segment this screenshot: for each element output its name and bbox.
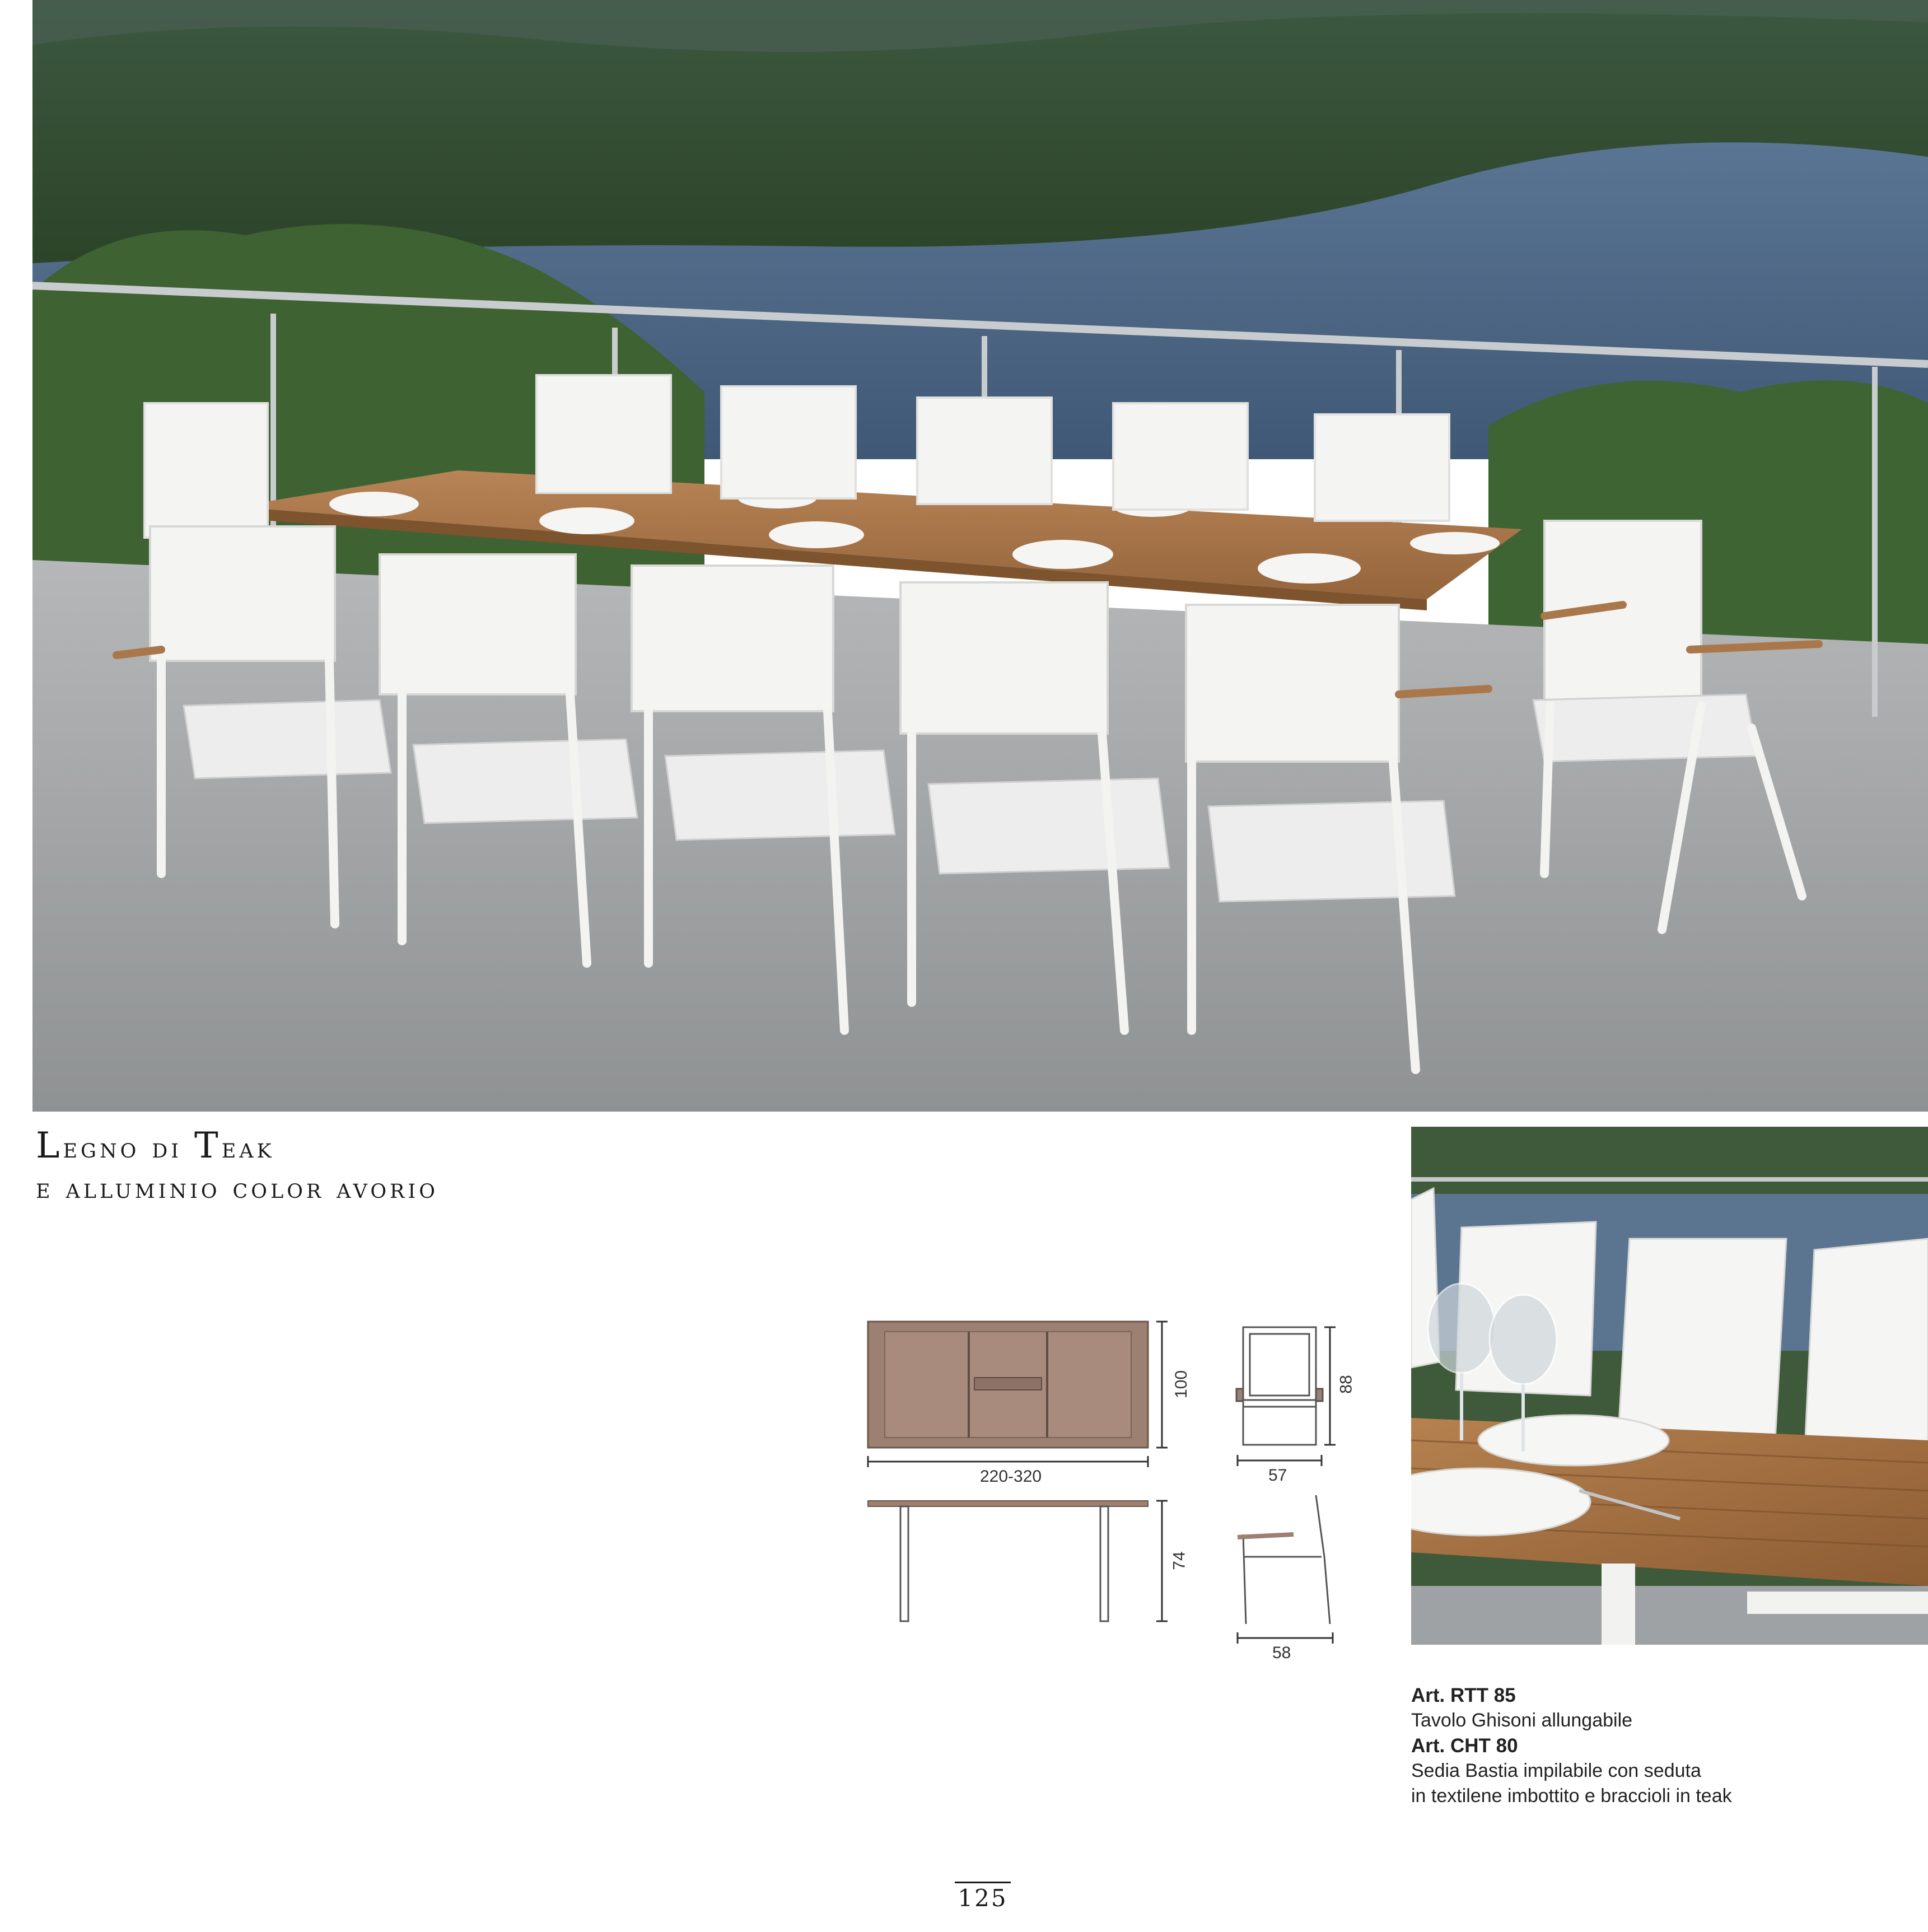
article-desc-chair-1: Sedia Bastia impilabile con seduta: [1411, 1760, 1701, 1781]
hero-photo: [32, 0, 1928, 1112]
chair-width-label: 57: [1268, 1466, 1287, 1485]
article-code-chair: Art. CHT 80: [1411, 1735, 1518, 1757]
heading-text-a: egno di: [63, 1132, 195, 1164]
table-top-view: [868, 1322, 1148, 1448]
heading-cap-l: L: [36, 1125, 63, 1166]
table-height-label: 74: [1170, 1551, 1189, 1570]
detail-photo: [1411, 1127, 1928, 1645]
table-side-view: [868, 1501, 1148, 1621]
chair-side-view: [1238, 1495, 1330, 1624]
article-desc-table: Tavolo Ghisoni allungabile: [1411, 1710, 1633, 1731]
article-code-table: Art. RTT 85: [1411, 1684, 1516, 1706]
article-desc-chair-2: in textilene imbottito e braccioli in teak: [1411, 1785, 1732, 1807]
chair-depth-label: 58: [1272, 1644, 1291, 1662]
heading-line-1: [36, 1126, 820, 1168]
technical-drawings: [851, 1288, 1378, 1669]
heading-text-b: eak: [221, 1132, 275, 1164]
chair-height-label: 88: [1337, 1375, 1356, 1394]
heading-line-2: e alluminio color avorio: [36, 1172, 438, 1205]
table-depth-label: 100: [1172, 1370, 1191, 1399]
heading-cap-t: T: [194, 1125, 222, 1166]
section-heading: [36, 1126, 820, 1208]
page-number: 125: [955, 1882, 1011, 1912]
table-width-label: 220-320: [980, 1467, 1042, 1486]
product-captions: [1411, 1683, 1915, 1809]
chair-front-view: [1236, 1327, 1323, 1445]
